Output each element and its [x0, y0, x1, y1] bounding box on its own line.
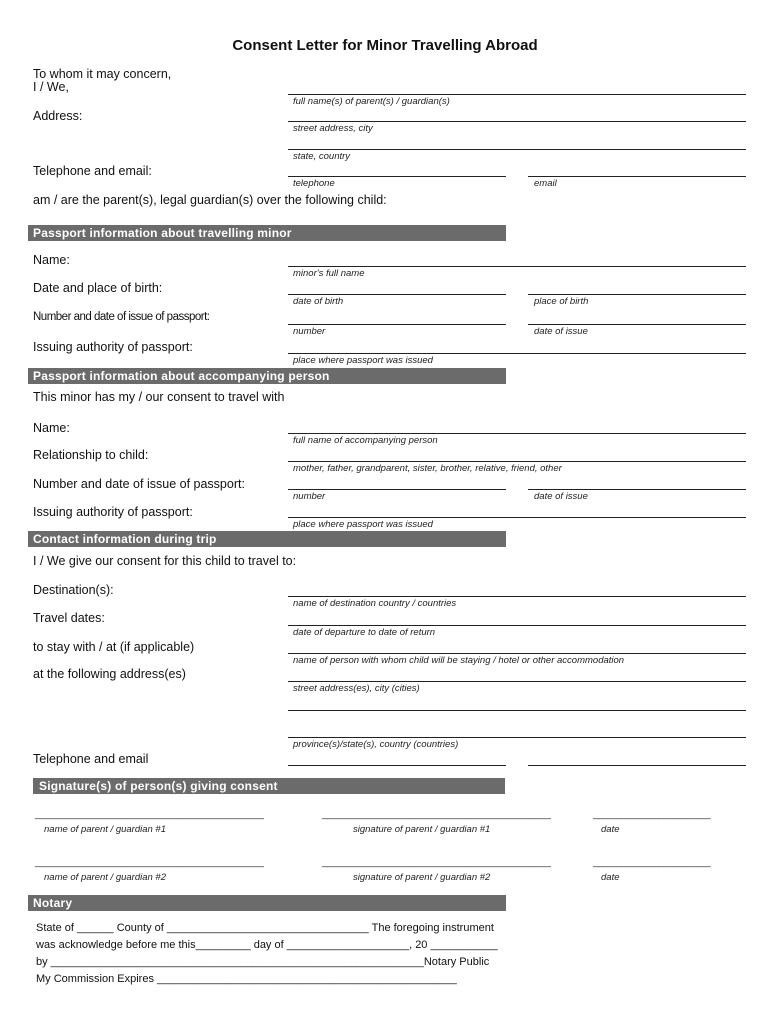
guardian-statement: am / are the parent(s), legal guardian(s) over the following child: [33, 193, 387, 207]
accompany-authority-caption: place where passport was issued [293, 519, 433, 530]
accompany-authority-label: Issuing authority of passport: [33, 505, 193, 519]
minor-passport-no-label: Number and date of issue of passport: [33, 311, 210, 323]
accompany-name-field[interactable] [288, 433, 746, 434]
parent1-date-caption: date [601, 824, 620, 835]
destination-caption: name of destination country / countries [293, 598, 457, 609]
minor-authority-field[interactable] [288, 353, 746, 354]
minor-authority-label: Issuing authority of passport: [33, 340, 193, 354]
state-caption: state, country [293, 151, 351, 162]
minor-issue-date-field[interactable] [528, 324, 746, 325]
accompany-issue-date-caption: date of issue [534, 491, 588, 502]
stay-with-caption: name of person with whom child will be staying / hotel or other accommodation [293, 655, 625, 666]
signature-date1-line[interactable]: _________________________ [593, 809, 711, 820]
stay-with-label: to stay with / at (if applicable) [33, 640, 195, 654]
minor-dob-label: Date and place of birth: [33, 281, 163, 295]
minor-passport-number-field[interactable] [288, 324, 506, 325]
notary-line-3: by _____________________________________________________________Notary Public [36, 956, 490, 968]
greeting: To whom it may concern, [33, 67, 172, 81]
travel-dates-field[interactable] [288, 625, 746, 626]
parent2-name-caption: name of parent / guardian #2 [44, 872, 167, 883]
trip-address-line2-field[interactable] [288, 710, 746, 711]
telephone-caption: telephone [293, 178, 335, 189]
state-field[interactable] [288, 149, 746, 150]
trip-consent-text: I / We give our consent for this child to travel to: [33, 554, 297, 568]
street-field[interactable] [288, 121, 746, 122]
email-caption: email [534, 178, 557, 189]
trip-province-field[interactable] [288, 737, 746, 738]
email-field[interactable] [528, 176, 746, 177]
signature-name2-line[interactable]: _____________________________________________ [35, 857, 264, 868]
trip-street-caption: street address(es), city (cities) [293, 683, 420, 694]
minor-authority-caption: place where passport was issued [293, 355, 433, 366]
section-accompanying-passport: Passport information about accompanying person [28, 368, 506, 384]
minor-name-caption: minor's full name [293, 268, 365, 279]
accompany-authority-field[interactable] [288, 517, 746, 518]
section-notary: Notary [28, 895, 506, 911]
trip-address-label: at the following address(es) [33, 667, 186, 681]
travel-dates-label: Travel dates: [33, 611, 105, 625]
minor-name-label: Name: [33, 253, 70, 267]
travel-dates-caption: date of departure to date of return [293, 627, 436, 638]
minor-pob-field[interactable] [528, 294, 746, 295]
signature-sig1-line[interactable]: _____________________________________________ [322, 809, 551, 820]
minor-dob-caption: date of birth [293, 296, 344, 307]
relationship-field[interactable] [288, 461, 746, 462]
destination-label: Destination(s): [33, 583, 114, 597]
trip-email-field[interactable] [528, 765, 746, 766]
accompany-issue-date-field[interactable] [528, 489, 746, 490]
telephone-field[interactable] [288, 176, 506, 177]
signature-name1-line[interactable]: _____________________________________________ [35, 809, 264, 820]
tel-email-label: Telephone and email: [33, 164, 152, 178]
trip-telephone-label: Telephone and email [33, 752, 149, 766]
notary-line-2: was acknowledge before me this_________ day of ____________________, 20 ___________ [36, 939, 498, 951]
page-title: Consent Letter for Minor Travelling Abroad [232, 37, 538, 54]
trip-province-caption: province(s)/state(s), country (countries) [293, 739, 459, 750]
notary-line-4: My Commission Expires _________________________________________________ [36, 973, 457, 985]
accompany-consent-text: This minor has my / our consent to travel with [33, 390, 285, 404]
accompany-passport-number-caption: number [293, 491, 326, 502]
accompany-name-label: Name: [33, 421, 70, 435]
trip-telephone-field[interactable] [288, 765, 506, 766]
notary-line-1: State of ______ County of _________________________________ The foregoing instrument [36, 922, 494, 934]
signature-date2-line[interactable]: _________________________ [593, 857, 711, 868]
accompany-passport-number-field[interactable] [288, 489, 506, 490]
minor-passport-number-caption: number [293, 326, 326, 337]
relationship-caption: mother, father, grandparent, sister, brother, relative, friend, other [293, 463, 562, 474]
minor-pob-caption: place of birth [534, 296, 589, 307]
minor-dob-field[interactable] [288, 294, 506, 295]
relationship-label: Relationship to child: [33, 448, 149, 462]
destination-field[interactable] [288, 596, 746, 597]
parent-name-caption: full name(s) of parent(s) / guardian(s) [293, 96, 450, 107]
parent2-date-caption: date [601, 872, 620, 883]
parent1-signature-caption: signature of parent / guardian #1 [353, 824, 491, 835]
stay-with-field[interactable] [288, 653, 746, 654]
parent1-name-caption: name of parent / guardian #1 [44, 824, 167, 835]
section-minor-passport: Passport information about travelling minor [28, 225, 506, 241]
section-contact-info: Contact information during trip [28, 531, 506, 547]
accompany-name-caption: full name of accompanying person [293, 435, 438, 446]
section-signatures: Signature(s) of person(s) giving consent [33, 778, 505, 794]
signature-sig2-line[interactable]: _____________________________________________ [322, 857, 551, 868]
street-caption: street address, city [293, 123, 373, 134]
iwe-label: I / We, [33, 80, 69, 94]
address-label: Address: [33, 109, 83, 123]
minor-name-field[interactable] [288, 266, 746, 267]
trip-street-field[interactable] [288, 681, 746, 682]
minor-issue-date-caption: date of issue [534, 326, 588, 337]
parent2-signature-caption: signature of parent / guardian #2 [353, 872, 491, 883]
parent-name-field[interactable] [288, 94, 746, 95]
accompany-passport-no-label: Number and date of issue of passport: [33, 477, 245, 491]
